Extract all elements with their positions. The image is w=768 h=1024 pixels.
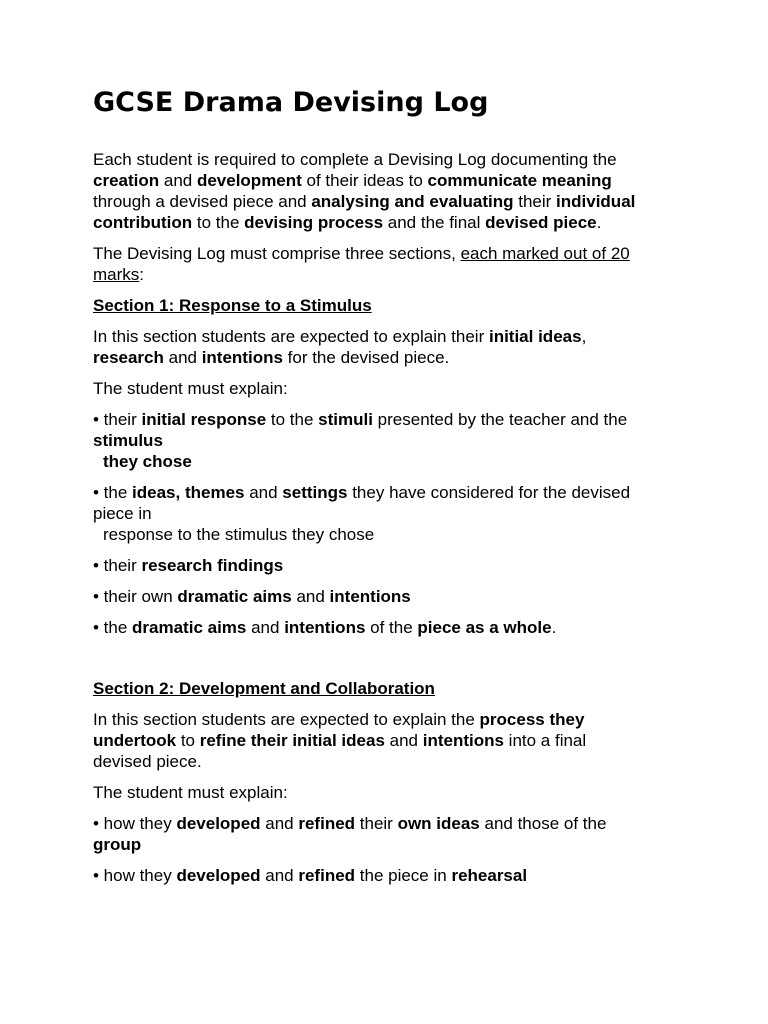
list-item: • the ideas, themes and settings they have considered for the devised piece in response to the stimulus they chose: [93, 483, 631, 544]
list-item: • the dramatic aims and intentions of the piece as a whole.: [93, 618, 557, 637]
list-item: • their own dramatic aims and intentions: [93, 587, 411, 606]
page-title: GCSE Drama Devising Log: [93, 87, 489, 118]
document-body: [93, 149, 675, 896]
section-1-description: In this section students are expected to explain their initial ideas, research and intentions for the devised piece.: [93, 327, 587, 367]
section-2-description: In this section students are expected to explain the process they undertook to refine their initial ideas and intentions into a final devised piece.: [93, 710, 587, 771]
section-2-must-explain: The student must explain:: [93, 783, 288, 802]
list-item: • their research findings: [93, 556, 284, 575]
intro-paragraph: Each student is required to complete a Devising Log documenting the creation and development of their ideas to communicate meaning through a devised piece and analysing and evaluating their individual contribution to the devising process and the final devised piece.: [93, 150, 636, 232]
sections-intro-paragraph: The Devising Log must comprise three sections, each marked out of 20 marks:: [93, 244, 630, 284]
list-item: • how they developed and refined their own ideas and those of the group: [93, 814, 607, 854]
section-2-heading: Section 2: Development and Collaboration: [93, 679, 435, 698]
list-item: • how they developed and refined the piece in rehearsal: [93, 866, 528, 885]
list-item: • their initial response to the stimuli presented by the teacher and the stimulus they chose: [93, 410, 628, 471]
section-1-must-explain: The student must explain:: [93, 379, 288, 398]
section-1-heading: Section 1: Response to a Stimulus: [93, 296, 372, 315]
section-spacer: [93, 648, 675, 678]
